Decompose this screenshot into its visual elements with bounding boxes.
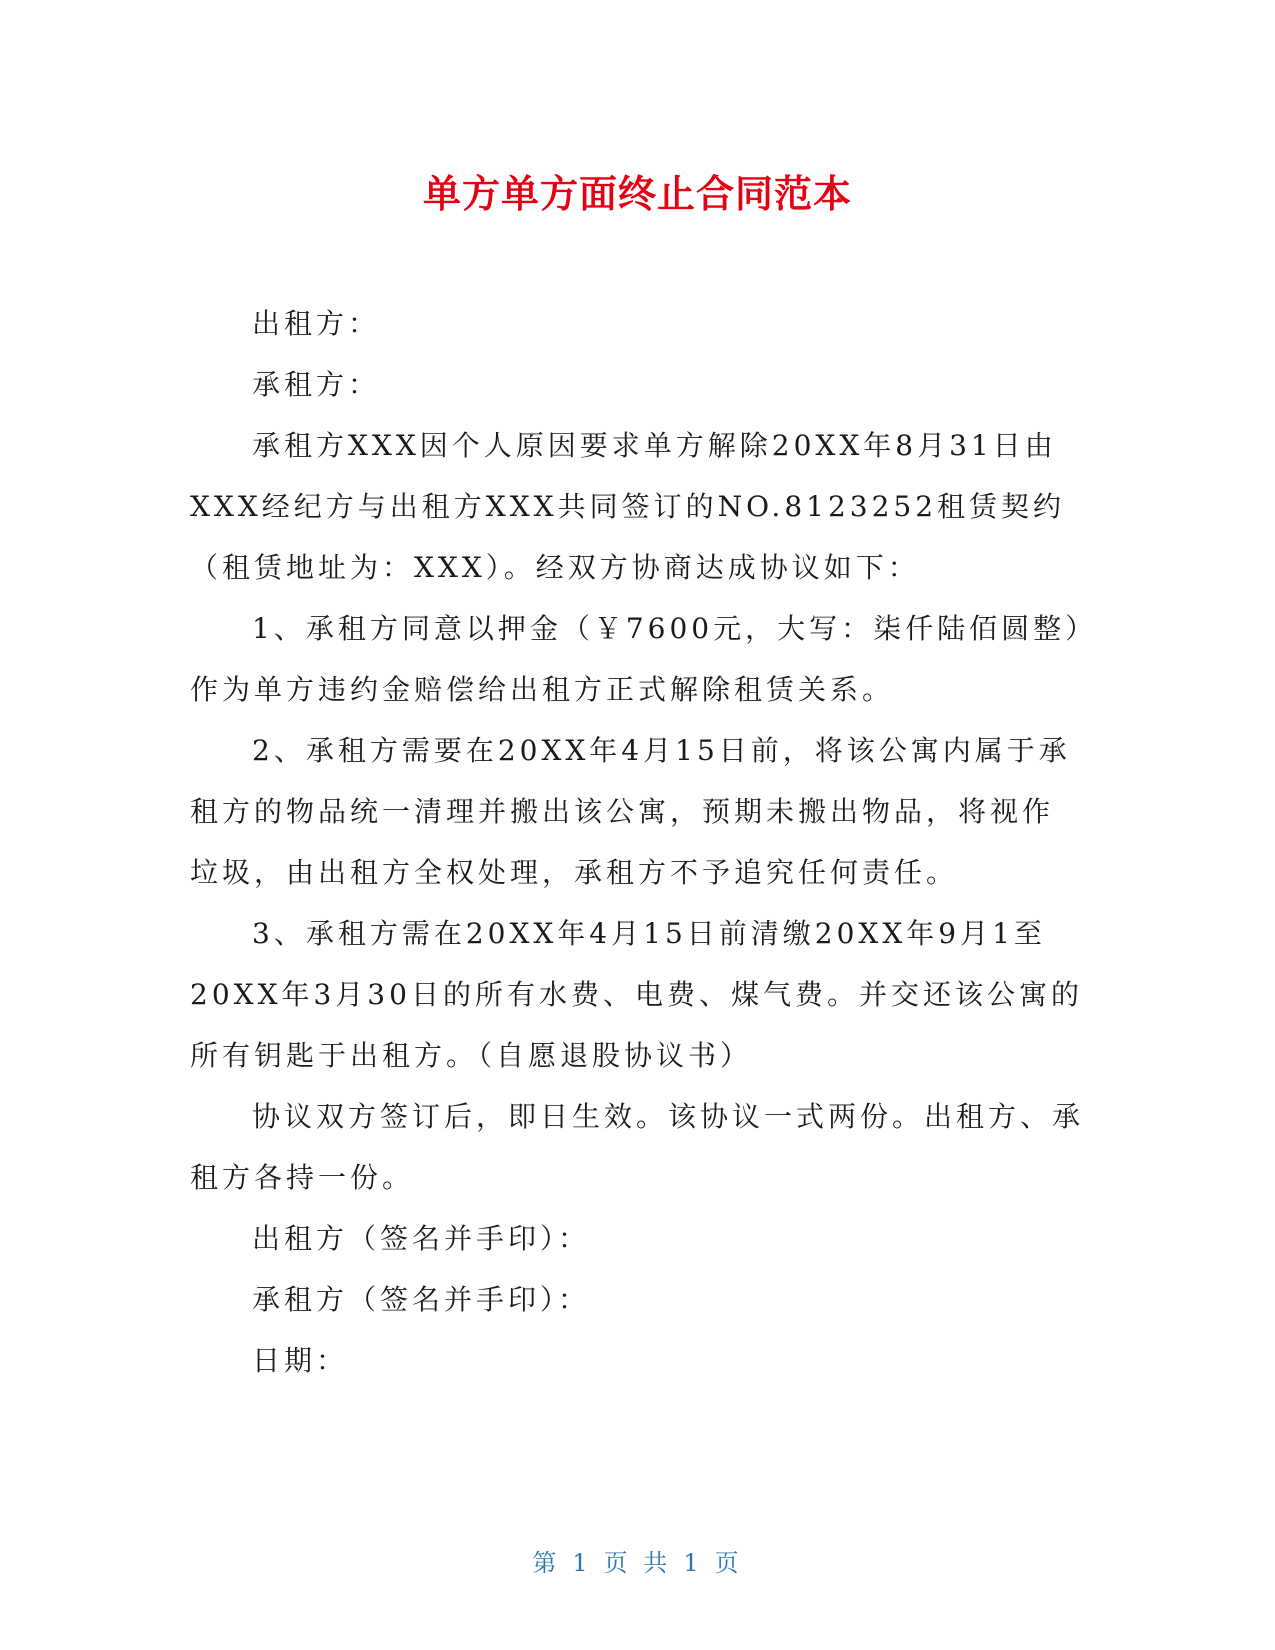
page-footer (0, 1543, 1275, 1578)
clause-2: 2、承租方需要在20XX年4月15日前，将该公寓内属于承租方的物品统一清理并搬出该公寓，预期未搬出物品，将视作垃圾，由出租方全权处理，承租方不予追究任何责任。 (190, 734, 1071, 889)
intro-paragraph: 承租方XXX因个人原因要求单方解除20XX年8月31日由XXX经纪方与出租方XXX共同签订的NO.8123252租赁契约（租赁地址为：XXX）。经双方协商达成协议如下： (190, 429, 1066, 584)
document-title: 单方单方面终止合同范本 (422, 172, 852, 216)
date-line: 日期： (252, 1344, 349, 1377)
footer-page-suffix: 页 (714, 1549, 743, 1577)
lessee-line: 承租方： (252, 368, 381, 401)
clause-3: 3、承租方需在20XX年4月15日前清缴20XX年9月1至20XX年3月30日的所有水费、电费、煤气费。并交还该公寓的所有钥匙于出租方。（自愿退股协议书） (190, 917, 1083, 1072)
lessor-line: 出租方： (252, 307, 381, 340)
lessee-signature-line: 承租方（签名并手印）： (252, 1283, 591, 1316)
document-body (190, 293, 1085, 1391)
footer-page-total: 1 (683, 1549, 703, 1577)
footer-page-number: 1 (572, 1549, 592, 1577)
footer-page-prefix: 第 (532, 1549, 561, 1577)
lessor-signature-line: 出租方（签名并手印）： (252, 1222, 591, 1255)
footer-page-middle: 页 共 (603, 1549, 672, 1577)
clause-1: 1、承租方同意以押金（￥7600元，大写：柒仟陆佰圆整）作为单方违约金赔偿给出租方正式解除租赁关系。 (190, 612, 1084, 706)
effective-paragraph: 协议双方签订后，即日生效。该协议一式两份。出租方、承租方各持一份。 (190, 1100, 1085, 1194)
